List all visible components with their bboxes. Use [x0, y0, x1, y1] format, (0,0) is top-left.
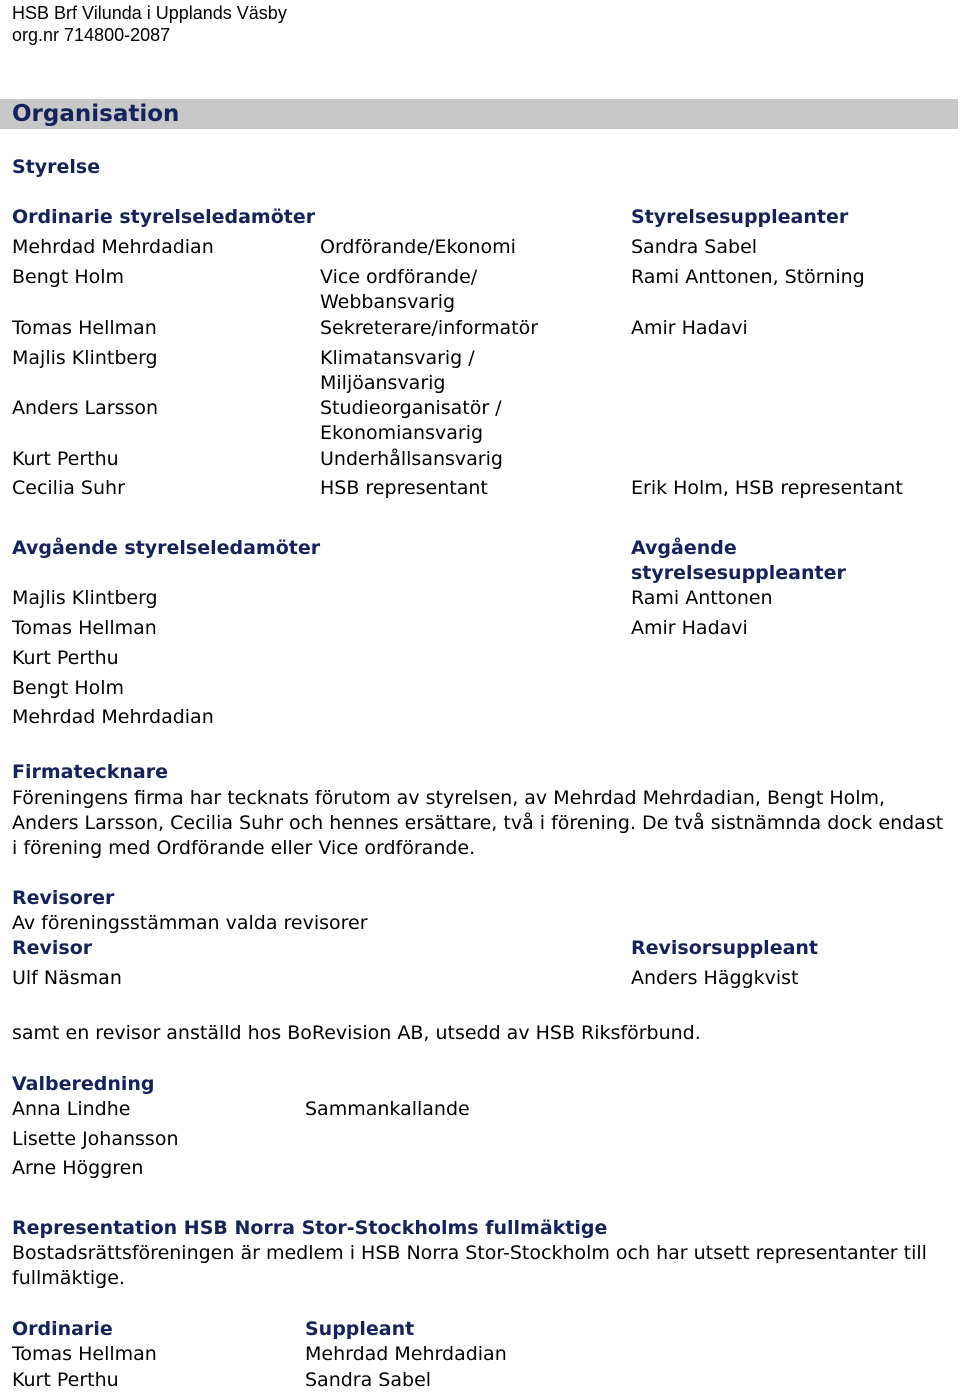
styrelse-heading: Styrelse [12, 156, 101, 178]
member-role: HSB representant [320, 477, 488, 499]
valberedning-role: Sammankallande [305, 1098, 470, 1120]
header-org-number: org.nr 714800-2087 [12, 25, 171, 45]
member-name: Majlis Klintberg [12, 347, 158, 369]
member-role: Underhållsansvarig [320, 448, 503, 470]
revisorsuppleant-heading: Revisorsuppleant [631, 937, 819, 959]
ordinarie-name: Kurt Perthu [12, 1369, 119, 1391]
representation-heading: Representation HSB Norra Stor-Stockholms fullmäktige [12, 1217, 608, 1239]
revisorer-heading: Revisorer [12, 887, 115, 909]
valberedning-member: Arne Höggren [12, 1157, 144, 1179]
avgaende-member: Bengt Holm [12, 677, 125, 699]
firmatecknare-line: i förening med Ordförande eller Vice ordförande. [12, 837, 476, 859]
revisorer-note: samt en revisor anställd hos BoRevision AB, utsedd av HSB Riksförbund. [12, 1022, 701, 1044]
member-role-cont: Ekonomiansvarig [320, 422, 484, 444]
member-name: Anders Larsson [12, 397, 159, 419]
member-name: Cecilia Suhr [12, 477, 125, 499]
styrelsesuppleanter-heading: Styrelsesuppleanter [631, 206, 849, 228]
revisor-name: Ulf Näsman [12, 967, 122, 989]
valberedning-heading: Valberedning [12, 1073, 155, 1095]
member-name: Mehrdad Mehrdadian [12, 236, 214, 258]
firmatecknare-line: Anders Larsson, Cecilia Suhr och hennes ersättare, två i förening. De två sistnämnda dock endast [12, 812, 944, 834]
revisorer-subheading: Av föreningsstämman valda revisorer [12, 912, 368, 934]
avgaende-suppleant: Rami Anttonen [631, 587, 773, 609]
member-role: Studieorganisatör / [320, 397, 502, 419]
revisor-heading: Revisor [12, 937, 93, 959]
member-role: Sekreterare/informatör [320, 317, 539, 339]
avgaende-suppleanter-heading: Avgående [631, 537, 737, 559]
avgaende-member: Kurt Perthu [12, 647, 119, 669]
ordinarie-styrelse-heading: Ordinarie styrelseledamöter [12, 206, 316, 228]
avgaende-member: Majlis Klintberg [12, 587, 158, 609]
suppleant-name: Rami Anttonen, Störning [631, 266, 865, 288]
member-role: Ordförande/Ekonomi [320, 236, 516, 258]
firmatecknare-line: Föreningens firma har tecknats förutom av styrelsen, av Mehrdad Mehrdadian, Bengt Holm, [12, 787, 886, 809]
avgaende-ledamoter-heading: Avgående styrelseledamöter [12, 537, 321, 559]
representation-line: Bostadsrättsföreningen är medlem i HSB Norra Stor-Stockholm och har utsett representanter till [12, 1242, 927, 1264]
revisorsuppleant-name: Anders Häggkvist [631, 967, 799, 989]
suppleant-rep-name: Sandra Sabel [305, 1369, 432, 1391]
member-role: Vice ordförande/ [320, 266, 478, 288]
suppleant-heading: Suppleant [305, 1318, 415, 1340]
member-role-cont: Miljöansvarig [320, 372, 446, 394]
member-name: Kurt Perthu [12, 448, 119, 470]
avgaende-suppleanter-heading-cont: styrelsesuppleanter [631, 562, 846, 584]
suppleant-name: Erik Holm, HSB representant [631, 477, 903, 499]
header-org-name: HSB Brf Vilunda i Upplands Väsby [12, 3, 287, 23]
suppleant-name: Amir Hadavi [631, 317, 748, 339]
representation-line: fullmäktige. [12, 1267, 125, 1289]
member-role-cont: Webbansvarig [320, 291, 456, 313]
suppleant-rep-name: Mehrdad Mehrdadian [305, 1343, 507, 1365]
suppleant-name: Sandra Sabel [631, 236, 758, 258]
member-name: Bengt Holm [12, 266, 125, 288]
firmatecknare-heading: Firmatecknare [12, 761, 168, 783]
ordinarie-name: Tomas Hellman [12, 1343, 157, 1365]
valberedning-member: Lisette Johansson [12, 1128, 179, 1150]
avgaende-member: Mehrdad Mehrdadian [12, 706, 214, 728]
valberedning-member: Anna Lindhe [12, 1098, 131, 1120]
member-name: Tomas Hellman [12, 317, 157, 339]
avgaende-suppleant: Amir Hadavi [631, 617, 748, 639]
member-role: Klimatansvarig / [320, 347, 475, 369]
page-title: Organisation [12, 101, 180, 127]
ordinarie-heading: Ordinarie [12, 1318, 113, 1340]
avgaende-member: Tomas Hellman [12, 617, 157, 639]
